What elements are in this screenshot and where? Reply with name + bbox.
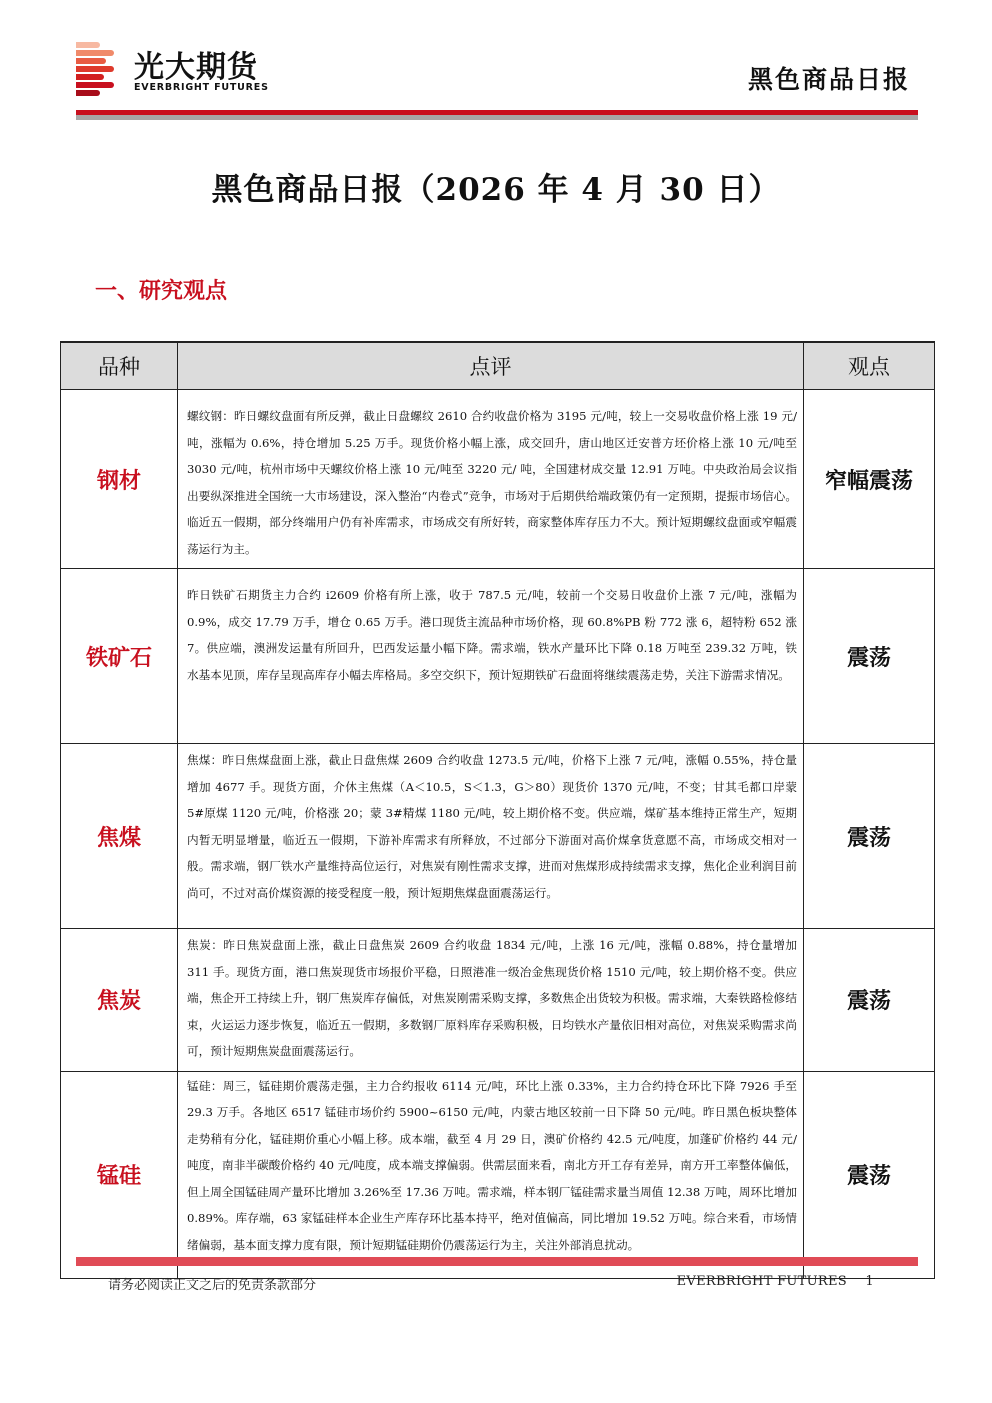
table-row xyxy=(61,744,935,929)
row-view: 震荡 xyxy=(804,744,935,929)
research-table xyxy=(60,341,935,1279)
row-category: 锰硅 xyxy=(61,1071,178,1278)
report-name: 黑色商品日报 xyxy=(747,65,910,94)
table-row xyxy=(61,569,935,744)
page-number: 1 xyxy=(865,1274,874,1289)
section-title: 一、研究观点 xyxy=(95,278,228,304)
table-row xyxy=(61,1071,935,1278)
footer-bar xyxy=(76,1257,918,1266)
row-comment-cell xyxy=(178,1071,804,1278)
footer-brand-name: EVERBRIGHT FUTURES xyxy=(676,1274,847,1289)
row-view: 震荡 xyxy=(804,929,935,1072)
row-comment: 焦煤：昨日焦煤盘面上涨，截止日盘焦煤 2609 合约收盘 1273.5 元/吨，价格下上涨 7 元/吨，涨幅 0.55%，持仓量增加 4677 手。现货方面，介休主焦煤（A＜10.5，S＜1.3，G＞80）现货价 1370 元/吨，不变；甘其毛都口岸蒙 5#原煤 1120 元/吨，价格涨 20；蒙 3#精煤 1180 元/吨，较上期价格不变。供应端，煤矿基本维持正常生产，短期内暂无明显增量，临近五一假期，下游补库需求有所释放，不过部分下游面对高价煤拿货意愿不高，市场成交相对一般。需求端，钢厂铁水产量维持高位运行，对焦炭有刚性需求支撑，进而对焦煤形成持续需求支撑，焦化企业利润目前尚可，不过对高价煤资源的接受程度一般，预计短期焦煤盘面震荡运行。 xyxy=(178,744,804,929)
table-header-row xyxy=(61,342,935,390)
table-row xyxy=(61,929,935,1072)
document-title: 黑色商品日报（2026 年 4 月 30 日） xyxy=(211,172,781,208)
footer-brand xyxy=(677,1274,874,1289)
row-category: 焦炭 xyxy=(61,929,178,1072)
header-category: 品种 xyxy=(61,342,178,390)
company-logo xyxy=(76,40,286,100)
table-row xyxy=(61,390,935,569)
row-comment: 螺纹钢：昨日螺纹盘面有所反弹，截止日盘螺纹 2610 合约收盘价格为 3195 元/吨，较上一交易收盘价格上涨 19 元/吨，涨幅为 0.6%，持仓增加 5.25 万手。现货价格小幅上涨，成交回升，唐山地区迁安普方坯价格上涨 10 元/吨至 3030 元/吨，杭州市场中天螺纹价格上涨 10 元/吨至 3220 元/ 吨，全国建材成交量 12.91 万吨。中央政治局会议指出要纵深推进全国统一大市场建设，深入整治“内卷式”竞争，市场对于后期供给端政策仍有一定预期，提振市场信心。临近五一假期，部分终端用户仍有补库需求，市场成交有所好转，商家整体库存压力不大。预计短期螺纹盘面或窄幅震荡运行为主。 xyxy=(178,390,804,569)
logo-name-en: EVERBRIGHT FUTURES xyxy=(134,82,269,93)
footer-disclaimer: 请务必阅读正文之后的免责条款部分 xyxy=(108,1278,317,1293)
header-view: 观点 xyxy=(804,342,935,390)
row-comment: 锰硅：周三，锰硅期价震荡走强，主力合约报收 6114 元/吨，环比上涨 0.33%，主力合约持仓环比下降 7926 手至 29.3 万手。各地区 6517 锰硅市场价约 5900~6150 元/吨，内蒙古地区较前一日下降 50 元/吨。昨日黑色板块整体走势稍有分化，锰硅期价重心小幅上移。成本端，截至 4 月 29 日，澳矿价格约 42.5 元/吨度，加蓬矿价格约 44 元/吨度，南非半碳酸价格约 40 元/吨度，成本端支撑偏弱。供需层面来看，南北方开工存有差异，南方开工率整体偏低，但上周全国锰硅周产量环比增加 3.26%至 17.36 万吨。需求端，样本钢厂锰硅需求量当周值 12.38 万吨，周环比增加 0.89%。库存端，63 家锰硅样本企业生产库存环比基本持平，绝对值偏高，同比增加 19.52 万吨。综合来看，市场情绪偏弱，基本面支撑力度有限，预计短期锰硅期价仍震荡运行为主，关注外部消息扰动。 xyxy=(187,1078,797,1252)
header-divider-gray xyxy=(76,115,918,120)
logo-mark-icon xyxy=(76,42,114,98)
row-view: 窄幅震荡 xyxy=(804,390,935,569)
row-comment: 昨日铁矿石期货主力合约 i2609 价格有所上涨，收于 787.5 元/吨，较前一个交易日收盘价上涨 7 元/吨，涨幅为 0.9%，成交 17.79 万手，增仓 0.65 万手。港口现货主流品种市场价格，现 60.8%PB 粉 772 涨 6，超特粉 652 涨 7。供应端，澳洲发运量有所回升，巴西发运量小幅下降。需求端，铁水产量环比下降 0.18 万吨至 239.32 万吨，铁水基本见顶，库存呈现高库存小幅去库格局。多空交织下，预计短期铁矿石盘面将继续震荡走势，关注下游需求情况。 xyxy=(178,569,804,744)
row-view: 震荡 xyxy=(804,569,935,744)
logo-name-cn: 光大期货 xyxy=(134,50,258,85)
row-category: 钢材 xyxy=(61,390,178,569)
header-comment: 点评 xyxy=(178,342,804,390)
row-comment: 焦炭：昨日焦炭盘面上涨，截止日盘焦炭 2609 合约收盘 1834 元/吨，上涨 16 元/吨，涨幅 0.88%，持仓量增加 311 手。现货方面，港口焦炭现货市场报价平稳，日照港准一级冶金焦现货价格 1510 元/吨，较上期价格不变。供应端，焦企开工持续上升，钢厂焦炭库存偏低，对焦炭刚需采购支撑，多数焦企出货较为积极。需求端，大秦铁路检修结束，火运运力逐步恢复，临近五一假期，多数钢厂原料库存采购积极，日均铁水产量依旧相对高位，对焦炭采购需求尚可，预计短期焦炭盘面震荡运行。 xyxy=(178,929,804,1072)
row-view: 震荡 xyxy=(804,1071,935,1278)
row-category: 铁矿石 xyxy=(61,569,178,744)
row-category: 焦煤 xyxy=(61,744,178,929)
